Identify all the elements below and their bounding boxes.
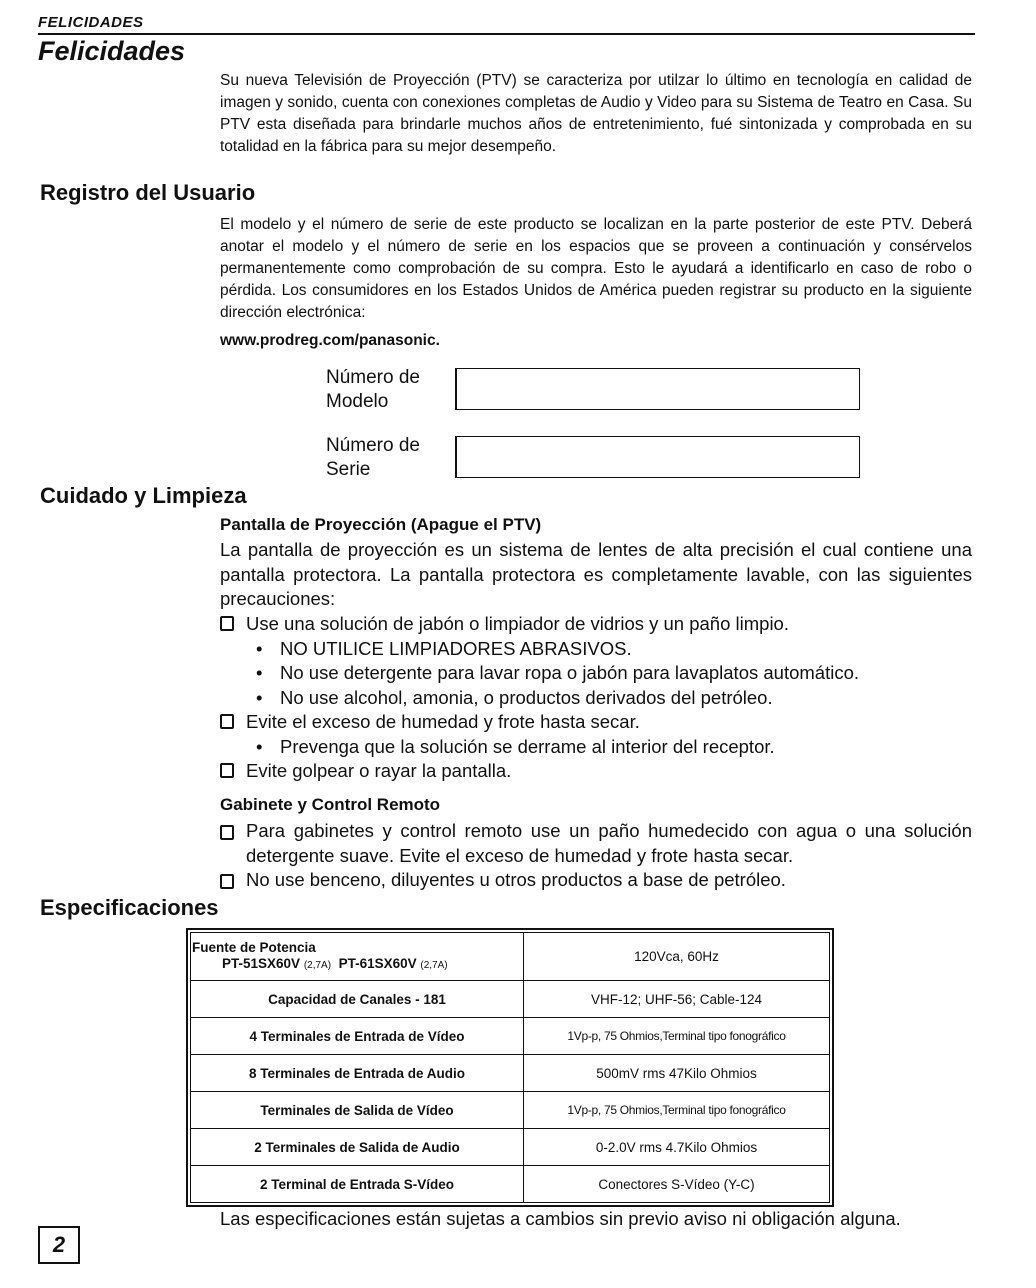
amp-2: (2,7A) [420, 959, 448, 971]
table-row [191, 1166, 830, 1203]
square-bullet-icon [220, 825, 234, 840]
spec-value: 1Vp-p, 75 Ohmios,Terminal tipo fonográfico [524, 1018, 830, 1055]
item-text: NO UTILICE LIMPIADORES ABRASIVOS. [280, 637, 632, 659]
checkbox-item [220, 710, 859, 735]
specs-table [186, 928, 834, 1207]
checkbox-item [220, 819, 972, 868]
cleaning-list [220, 612, 859, 784]
page-title: Felicidades [38, 36, 186, 66]
square-bullet-icon [220, 714, 234, 729]
table-row [191, 1129, 830, 1166]
bullet-icon: • [256, 686, 263, 708]
serial-number-field[interactable] [455, 436, 860, 478]
item-text: No use alcohol, amonia, o productos derivados del petróleo. [280, 686, 773, 708]
registration-url[interactable]: www.prodreg.com/panasonic [220, 332, 436, 349]
pantalla-paragraph: La pantalla de proyección es un sistema de lentes de alta precisión el cual contiene una pantalla protectora. La pantalla protectora es completamente lavable, con las siguientes precauciones: [220, 539, 972, 609]
registro-paragraph: El modelo y el número de serie de este producto se localizan en la parte posterior de este PTV. Deberá anotar el modelo y el número de serie en los espacios que se proveen a continuación y consérvelos permanentemente como comprobación de su compra. Esto le ayudará a identificarlo en caso de robo o pérdida. Los consumidores en los Estados Unidos de América pueden registrar su producto en la siguiente dirección electrónica: [220, 216, 972, 321]
table-row [191, 1092, 830, 1129]
amp-1: (2,7A) [303, 959, 332, 971]
spec-label: 8 Terminales de Entrada de Audio [191, 1055, 524, 1092]
model-number-label: Número de Modelo [326, 367, 420, 412]
spec-label: Terminales de Salida de Vídeo [191, 1092, 524, 1129]
cabinet-list [220, 819, 972, 893]
power-label: Fuente de Potencia [192, 939, 316, 955]
specs-heading: Especificaciones [40, 895, 219, 920]
spec-label: 4 Terminales de Entrada de Vídeo [191, 1018, 524, 1055]
spec-value: 1Vp-p, 75 Ohmios,Terminal tipo fonográfico [524, 1092, 830, 1129]
item-text: Use una solución de jabón o limpiador de vidrios y un paño limpio. [246, 613, 789, 634]
table-row [191, 981, 830, 1018]
item-text: Para gabinetes y control remoto use un paño humedecido con agua o una solución detergente suave. Evite el exceso de humedad y frote hasta secar. [246, 820, 972, 866]
model-2: PT-61SX60V [338, 955, 417, 971]
item-text: Evite el exceso de humedad y frote hasta secar. [246, 711, 640, 732]
intro-paragraph: Su nueva Televisión de Proyección (PTV) se caracteriza por utilzar lo último en tecnología en calidad de imagen y sonido, cuenta con conexiones completas de Audio y Video para su Sistema de Teatro en Casa. Su PTV esta diseñada para brindarle muchos años de entretenimiento, fué sintonizada y comprobada en su totalidad en la fábrica para su mejor desempeño. [220, 72, 972, 155]
model-number-field[interactable] [455, 368, 860, 410]
bullet-icon: • [256, 637, 263, 659]
spec-value: 0-2.0V rms 4.7Kilo Ohmios [524, 1129, 830, 1166]
table-row [191, 1018, 830, 1055]
registro-heading: Registro del Usuario [40, 180, 256, 205]
item-text: No use benceno, diluyentes u otros productos a base de petróleo. [246, 869, 786, 890]
header-rule [38, 33, 975, 35]
bullet-item [220, 686, 859, 711]
bullet-item [220, 637, 859, 662]
bullet-icon: • [256, 662, 263, 683]
item-text: Prevenga que la solución se derrame al interior del receptor. [280, 735, 775, 757]
pantalla-subheading: Pantalla de Proyección (Apague el PTV) [220, 515, 542, 534]
square-bullet-icon [220, 616, 234, 631]
url-period: . [435, 332, 440, 349]
spec-label: 2 Terminales de Salida de Audio [191, 1129, 524, 1166]
cuidado-heading: Cuidado y Limpieza [40, 483, 247, 508]
bullet-icon: • [256, 735, 263, 757]
item-text: No use detergente para lavar ropa o jabón para lavaplatos automático. [280, 662, 860, 683]
spec-value: 500mV rms 47Kilo Ohmios [524, 1055, 830, 1092]
square-bullet-icon [220, 763, 234, 778]
page-number: 2 [38, 1226, 80, 1264]
checkbox-item [220, 868, 972, 893]
spec-value: VHF-12; UHF-56; Cable-124 [524, 981, 830, 1018]
model-1: PT-51SX60V [222, 955, 301, 971]
checkbox-item [220, 759, 859, 784]
power-cell [191, 933, 524, 981]
serial-number-label: Número de Serie [326, 435, 420, 480]
spec-value: Conectores S-Vídeo (Y-C) [524, 1166, 830, 1203]
checkbox-item [220, 612, 859, 637]
specs-note: Las especificaciones están sujetas a cambios sin previo aviso ni obligación alguna. [220, 1208, 901, 1229]
spec-label: Capacidad de Canales - 181 [191, 981, 524, 1018]
item-text: Evite golpear o rayar la pantalla. [246, 760, 512, 781]
square-bullet-icon [220, 874, 234, 889]
registration-link[interactable] [220, 332, 440, 350]
bullet-item [220, 735, 859, 760]
power-value: 120Vca, 60Hz [524, 933, 830, 981]
bullet-item [220, 661, 859, 686]
running-header: FELICIDADES [38, 14, 144, 31]
gabinete-subheading: Gabinete y Control Remoto [220, 795, 441, 814]
table-row [191, 933, 830, 981]
table-row [191, 1055, 830, 1092]
spec-label: 2 Terminal de Entrada S-Vídeo [191, 1166, 524, 1203]
